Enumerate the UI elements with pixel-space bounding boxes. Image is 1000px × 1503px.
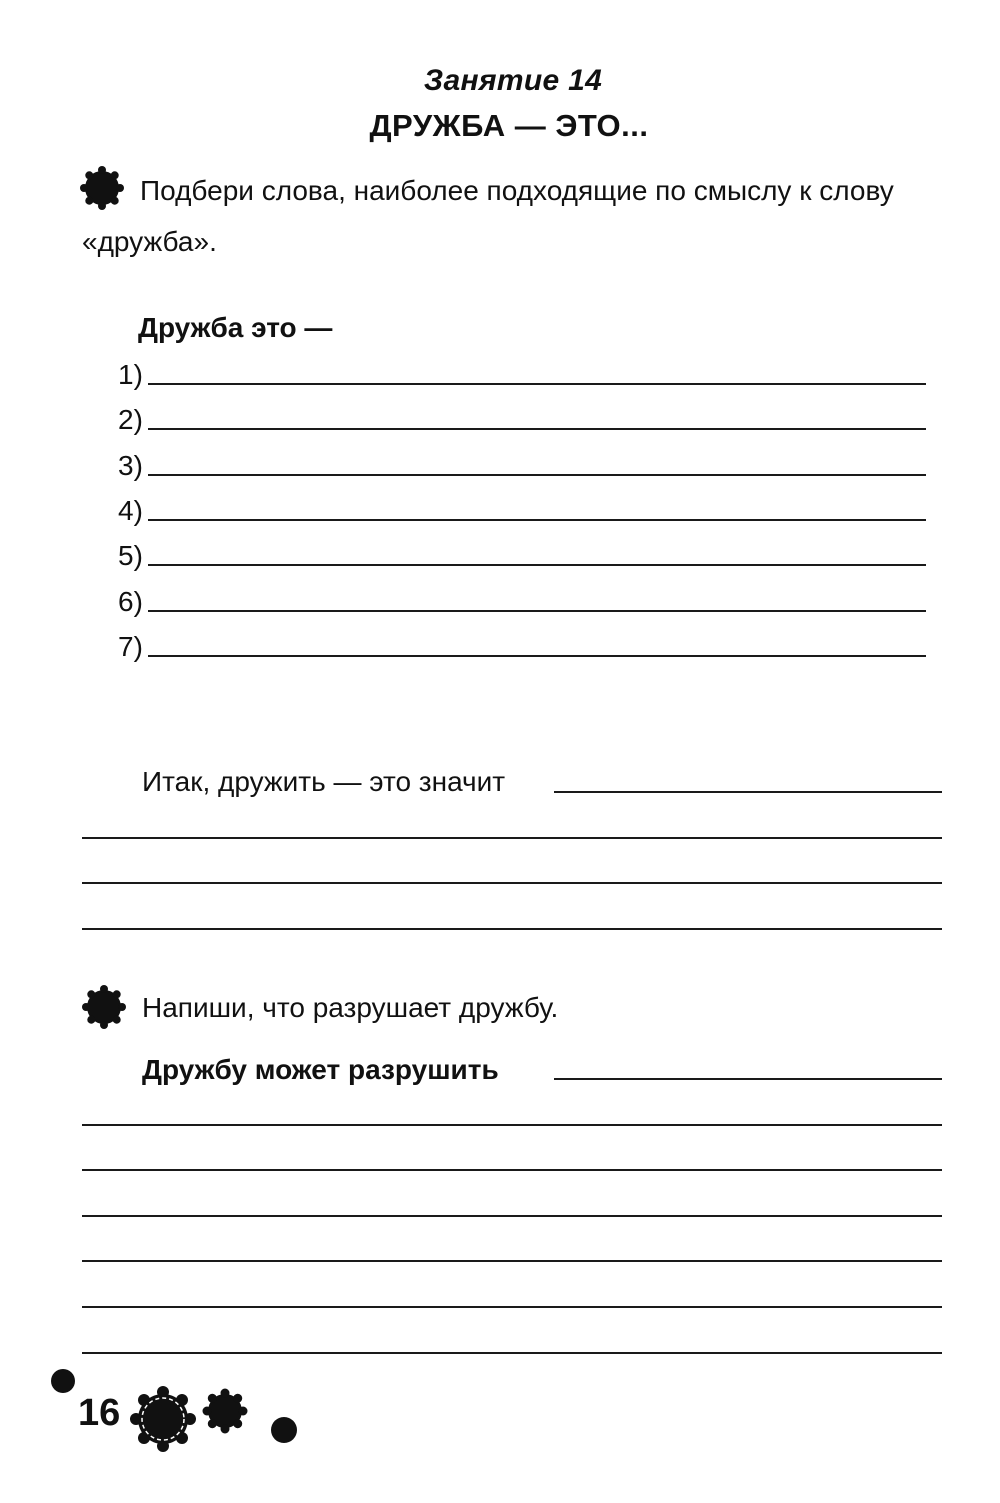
task1-instruction-line2: «дружба». (82, 226, 217, 257)
conclusion-line-3[interactable] (82, 882, 942, 884)
answer-number: 1) (118, 359, 143, 390)
decorative-dot-icon (48, 1366, 78, 1396)
answer-number: 7) (118, 631, 143, 662)
task2-line-2[interactable] (82, 1124, 942, 1126)
answer-line-4[interactable] (148, 519, 926, 521)
task2-line-3[interactable] (82, 1169, 942, 1171)
decorative-dot-icon (268, 1414, 300, 1446)
bullet-blob-icon (80, 166, 124, 210)
page-number: 16 (78, 1392, 121, 1434)
task2-line-4[interactable] (82, 1215, 942, 1217)
task2-prompt: Дружбу может разрушить (142, 1054, 499, 1085)
answer-number: 5) (118, 540, 143, 571)
answer-line-2[interactable] (148, 428, 926, 430)
answer-line-5[interactable] (148, 564, 926, 566)
task1-heading: Дружба это — (138, 312, 333, 343)
conclusion-line-2[interactable] (82, 837, 942, 839)
answer-number: 2) (118, 404, 143, 435)
page-title: ДРУЖБА — ЭТО... (369, 108, 649, 143)
decorative-flower-icon (130, 1386, 196, 1452)
task2-line-5[interactable] (82, 1260, 942, 1262)
task2-line-1[interactable] (554, 1078, 942, 1080)
answer-number: 4) (118, 495, 143, 526)
decorative-flower-icon (202, 1388, 248, 1434)
answer-line-1[interactable] (148, 383, 926, 385)
task2-instruction: Напиши, что разрушает дружбу. (142, 992, 559, 1023)
conclusion-prompt: Итак, дружить — это значит (142, 766, 506, 797)
answer-line-3[interactable] (148, 474, 926, 476)
task1-instruction-line1: Подбери слова, наиболее подходящие по смыслу к слову (140, 175, 894, 206)
answer-line-7[interactable] (148, 655, 926, 657)
task2-line-7[interactable] (82, 1352, 942, 1354)
answer-line-6[interactable] (148, 610, 926, 612)
conclusion-line-4[interactable] (82, 928, 942, 930)
task2-line-6[interactable] (82, 1306, 942, 1308)
conclusion-line-1[interactable] (554, 791, 942, 793)
answer-number: 6) (118, 586, 143, 617)
answer-number: 3) (118, 450, 143, 481)
lesson-label: Занятие 14 (423, 64, 603, 97)
bullet-blob-icon (82, 985, 126, 1029)
